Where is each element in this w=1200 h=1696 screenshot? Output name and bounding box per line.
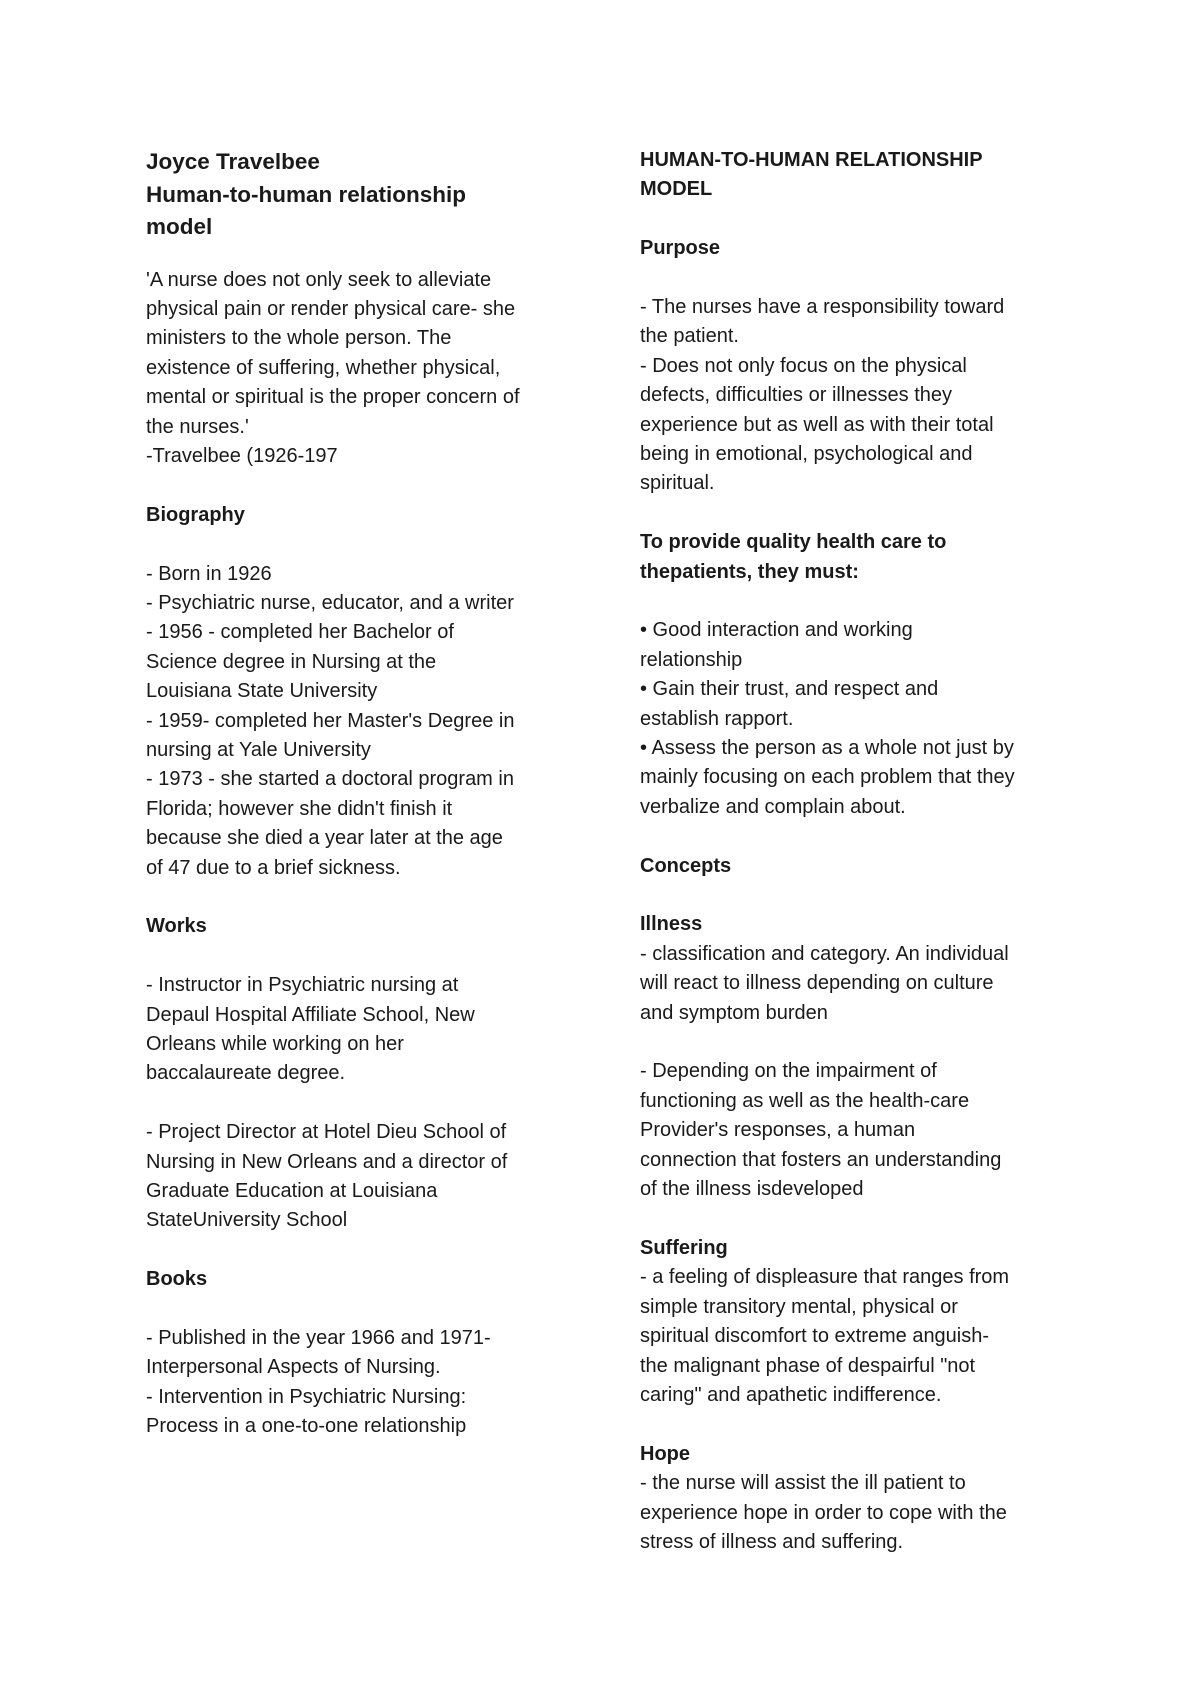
- illness-line: - Depending on the impairment of: [640, 1060, 937, 1083]
- biography-paragraph: [146, 560, 576, 883]
- illness-paragraph: [640, 940, 1080, 1028]
- works-line: Orleans while working on her: [146, 1033, 404, 1055]
- purpose-line: the patient.: [640, 325, 739, 348]
- hope-heading: Hope: [640, 1442, 690, 1465]
- quote-line: the nurses.': [146, 415, 249, 438]
- provide-heading-line: To provide quality health care to: [640, 531, 947, 554]
- provide-list-item: • Gain their trust, and respect and: [640, 678, 939, 701]
- biography-line: - 1973 - she started a doctoral program in: [146, 768, 514, 791]
- quote-line: ministers to the whole person. The: [146, 327, 452, 350]
- works-paragraph: [146, 971, 576, 1089]
- suffering-paragraph: [640, 1263, 1080, 1410]
- hope-line: - the nurse will assist the ill patient to: [640, 1472, 966, 1495]
- illness-line: Provider's responses, a human: [640, 1119, 916, 1142]
- works-line: Depaul Hospital Affiliate School, New: [146, 1003, 475, 1026]
- suffering-line: the malignant phase of despairful "not: [640, 1354, 976, 1377]
- title-line: model: [146, 214, 213, 239]
- quote-line: mental or spiritual is the proper concern of: [146, 386, 520, 409]
- works-line: StateUniversity School: [146, 1209, 348, 1232]
- books-line: Process in a one-to-one relationship: [146, 1415, 467, 1438]
- suffering-line: caring" and apathetic indifference.: [640, 1383, 942, 1406]
- illness-line: functioning as well as the health-care: [640, 1089, 970, 1112]
- suffering-line: simple transitory mental, physical or: [640, 1295, 958, 1318]
- works-heading: Works: [146, 915, 207, 938]
- purpose-paragraph: [640, 293, 1080, 499]
- suffering-heading: Suffering: [640, 1236, 728, 1259]
- quote-attribution: -Travelbee (1926-197: [146, 444, 338, 467]
- provide-list-item: mainly focusing on each problem that they: [640, 766, 1015, 789]
- model-title-line: HUMAN-TO-HUMAN RELATIONSHIP: [640, 149, 983, 171]
- purpose-line: spiritual.: [640, 472, 715, 495]
- biography-line: Florida; however she didn't finish it: [146, 797, 453, 820]
- title-line: Human-to-human relationship: [146, 181, 466, 207]
- quote-line: existence of suffering, whether physical,: [146, 356, 501, 379]
- biography-line: - 1956 - completed her Bachelor of: [146, 621, 454, 644]
- provide-list-item: • Good interaction and working: [640, 619, 913, 642]
- illness-paragraph: [640, 1057, 1080, 1204]
- works-paragraph: [146, 1118, 576, 1236]
- hope-line: stress of illness and suffering.: [640, 1530, 904, 1553]
- quote-line: physical pain or render physical care- she: [146, 297, 516, 320]
- works-line: - Instructor in Psychiatric nursing at: [146, 974, 459, 997]
- illness-line: will react to illness depending on culture: [640, 972, 994, 995]
- quote-line: 'A nurse does not only seek to alleviate: [146, 268, 492, 291]
- provide-list-item: verbalize and complain about.: [640, 795, 906, 818]
- right-column: [640, 146, 1080, 1557]
- concepts-heading: Concepts: [640, 854, 732, 877]
- purpose-line: experience but as well as with their total: [640, 413, 994, 436]
- purpose-line: - Does not only focus on the physical: [640, 354, 967, 377]
- left-column: [146, 146, 576, 1442]
- biography-line: - Born in 1926: [146, 562, 272, 585]
- purpose-line: - The nurses have a responsibility toward: [640, 296, 1005, 318]
- biography-line: - 1959- completed her Master's Degree in: [146, 709, 515, 732]
- books-line: Interpersonal Aspects of Nursing.: [146, 1356, 441, 1379]
- document-title: [146, 146, 576, 244]
- provide-list-item: • Assess the person as a whole not just by: [640, 737, 1014, 760]
- biography-line: Science degree in Nursing at the: [146, 650, 437, 673]
- model-title: [640, 146, 1080, 205]
- biography-heading: Biography: [146, 503, 245, 526]
- biography-line: nursing at Yale University: [146, 738, 371, 761]
- title-line: Joyce Travelbee: [146, 149, 320, 174]
- works-line: - Project Director at Hotel Dieu School of: [146, 1121, 507, 1144]
- provide-list-item: relationship: [640, 648, 743, 671]
- biography-line: - Psychiatric nurse, educator, and a writer: [146, 591, 514, 614]
- works-line: Nursing in New Orleans and a director of: [146, 1150, 508, 1173]
- quote-paragraph: [146, 266, 576, 472]
- purpose-line: being in emotional, psychological and: [640, 443, 973, 466]
- biography-line: Louisiana State University: [146, 680, 378, 703]
- illness-heading: Illness: [640, 913, 703, 936]
- biography-line: of 47 due to a brief sickness.: [146, 856, 401, 879]
- purpose-heading: Purpose: [640, 237, 721, 260]
- books-heading: Books: [146, 1268, 208, 1291]
- suffering-line: spiritual discomfort to extreme anguish-: [640, 1325, 990, 1348]
- works-line: Graduate Education at Louisiana: [146, 1180, 438, 1203]
- provide-heading: [640, 528, 1080, 587]
- illness-line: and symptom burden: [640, 1001, 828, 1024]
- books-line: - Published in the year 1966 and 1971-: [146, 1327, 491, 1350]
- illness-line: of the illness isdeveloped: [640, 1178, 864, 1201]
- provide-list: [640, 616, 1080, 822]
- books-line: - Intervention in Psychiatric Nursing:: [146, 1385, 467, 1408]
- illness-line: - classification and category. An individual: [640, 942, 1009, 965]
- provide-heading-line: thepatients, they must:: [640, 560, 859, 583]
- works-line: baccalaureate degree.: [146, 1062, 346, 1085]
- model-title-line: MODEL: [640, 178, 713, 201]
- illness-line: connection that fosters an understanding: [640, 1148, 1002, 1171]
- hope-line: experience hope in order to cope with the: [640, 1501, 1007, 1524]
- hope-paragraph: [640, 1469, 1080, 1557]
- suffering-line: - a feeling of displeasure that ranges from: [640, 1266, 1010, 1289]
- provide-list-item: establish rapport.: [640, 707, 794, 730]
- purpose-line: defects, difficulties or illnesses they: [640, 384, 953, 407]
- biography-line: because she died a year later at the age: [146, 827, 503, 850]
- books-paragraph: [146, 1324, 576, 1442]
